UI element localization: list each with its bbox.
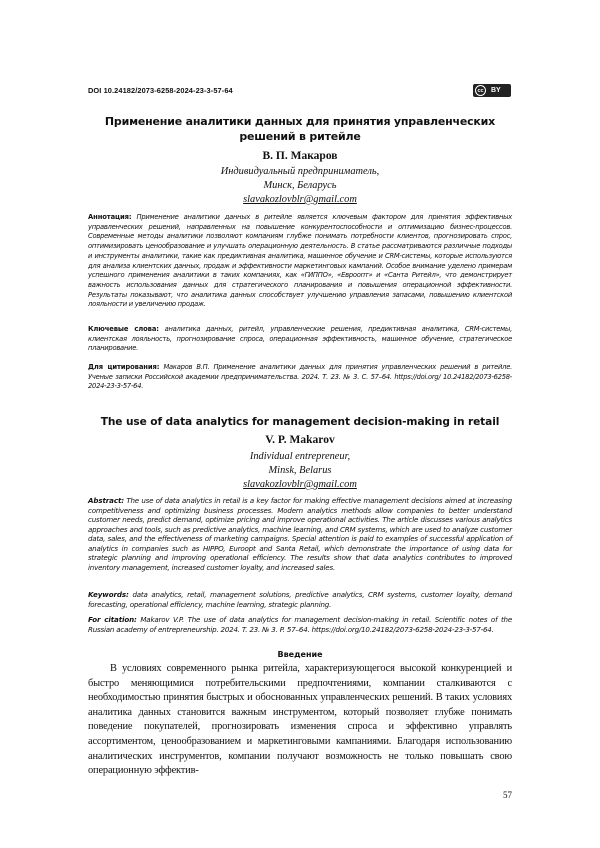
article-title-ru: Применение аналитики данных для принятия управленческих решений в ритейле bbox=[104, 115, 496, 143]
citation-en bbox=[88, 615, 512, 634]
abstract-label: Аннотация: bbox=[88, 213, 132, 221]
author-email[interactable]: slavakozlovblr@gmail.com bbox=[243, 479, 357, 490]
author-en: V. P. Makarov bbox=[265, 434, 335, 446]
section-heading-intro: Введение bbox=[277, 650, 323, 659]
affiliation-org: Индивидуальный предприниматель, bbox=[220, 166, 380, 177]
keywords-label: Ключевые слова: bbox=[88, 325, 159, 333]
doi-line: DOI 10.24182/2073-6258-2024-23-3-57-64 bbox=[88, 86, 233, 95]
abstract-label: Abstract: bbox=[88, 496, 124, 505]
abstract-text: The use of data analytics in retail is a key factor for making effective management decisions aimed at increasing competitiveness and optimizing business processes. Modern analytics methods allow companies to better understand customer needs, predict demand, optimize pricing and improve operational activities. The article discusses various analytics approaches and tools, such as predictive analytics, machine learning, and CRM systems, which are used to analyze customer data, sales, and the effectiveness of marketing campaigns. Special attention is paid to examples of successful application of analytics in companies such as HIPPO, Euroopt and Santa Retail, which demonstrate the importance of using data for strategic planning and improving operational efficiency. The results show that data analytics contributes to improved inventory management, increased customer loyalty, and increased sales. bbox=[88, 496, 512, 572]
abstract-en bbox=[88, 496, 512, 572]
cc-by-license-badge[interactable] bbox=[473, 84, 511, 97]
author-email[interactable]: slavakozlovblr@gmail.com bbox=[243, 194, 357, 205]
article-title-en: The use of data analytics for management decision-making in retail bbox=[100, 416, 500, 428]
citation-ru bbox=[88, 363, 512, 392]
affiliation-ru bbox=[0, 165, 600, 207]
keywords-ru bbox=[88, 325, 512, 354]
cc-icon: cc bbox=[475, 85, 486, 96]
citation-text: Makarov V.P. The use of data analytics for management decision-making in retail. Scientific notes of the Russian academy of entrepreneurship. 2024. T. 23. № 3. P. 57–64. https://doi.org/10.24182/2073-6258-2024-23-3-57-64. bbox=[88, 615, 513, 634]
keywords-text: data analytics, retail, management solutions, predictive analytics, CRM systems, customer loyalty, demand forecasting, operational efficiency, machine learning, strategic planning. bbox=[88, 590, 512, 609]
keywords-label: Keywords: bbox=[88, 590, 129, 599]
citation-label: Для цитирования: bbox=[88, 363, 160, 371]
license-label: BY bbox=[491, 87, 501, 94]
keywords-en bbox=[88, 590, 512, 609]
page-number: 57 bbox=[503, 790, 512, 800]
affiliation-city: Minsk, Belarus bbox=[268, 465, 332, 476]
abstract-text: Применение аналитики данных в ритейле является ключевым фактором для принятия эффективных управленческих решений, направленных на повышение конкурентоспособности и оптимизацию бизнес-процессов. Современные методы аналитики позволяют компаниям глубже понимать потребности клиентов, прогнозировать спрос, оптимизировать ценообразование и улучшать операционную деятельность. В статье рассматриваются различные подходы и инструменты аналитики, такие как предиктивная аналитика, машинное обучение и CRM-системы, которые используются для анализа клиентских данных, продаж и эффективности маркетинговых кампаний. Особое внимание уделено примерам успешного применения аналитики в таких компаниях, как «ГИППО», «Евроопт» и «Санта Ритейл», что демонстрирует важность использования данных для стратегического планирования и повышения операционной эффективности. Результаты показывают, что аналитика данных способствует улучшению управления запасами, повышению клиентской лояльности и увеличению продаж. bbox=[88, 213, 512, 309]
affiliation-city: Минск, Беларусь bbox=[263, 180, 337, 191]
intro-paragraph: В условиях современного рынка ритейла, характеризующегося высокой конкуренцией и быстро меняющимися потребительскими предпочтениями, компании сталкиваются с необходимостью принятия быстрых и обоснованных управленческих решений. В таких условиях аналитика данных становится важным инструментом, который позволяет глубже понимать поведение покупателей, прогнозировать изменения спроса и эффективно управлять ассортиментом, ценообразованием и маркетинговыми кампаниями. Благодаря использованию аналитических инструментов, компании получают возможность не только повышать свою операционную эффектив- bbox=[88, 663, 512, 777]
author-ru: В. П. Макаров bbox=[262, 150, 338, 162]
citation-label: For citation: bbox=[88, 615, 137, 624]
affiliation-en bbox=[0, 450, 600, 492]
abstract-ru bbox=[88, 213, 512, 310]
affiliation-org: Individual entrepreneur, bbox=[249, 451, 351, 462]
keywords-text: аналитика данных, ритейл, управленческие решения, предиктивная аналитика, CRM-системы, клиентская лояльность, прогнозирование спроса, операционная эффективность, машинное обучение, стратегическое планирование. bbox=[88, 325, 512, 353]
citation-text: Макаров В.П. Применение аналитики данных для принятия управленческих решений в ритейле. Ученые записки Российской академии предпринимательства. 2024. Т. 23. № 3. С. 57–64. https://doi.org/ 10.24182/2073-6258-2024-23-3-57-64. bbox=[88, 363, 512, 391]
